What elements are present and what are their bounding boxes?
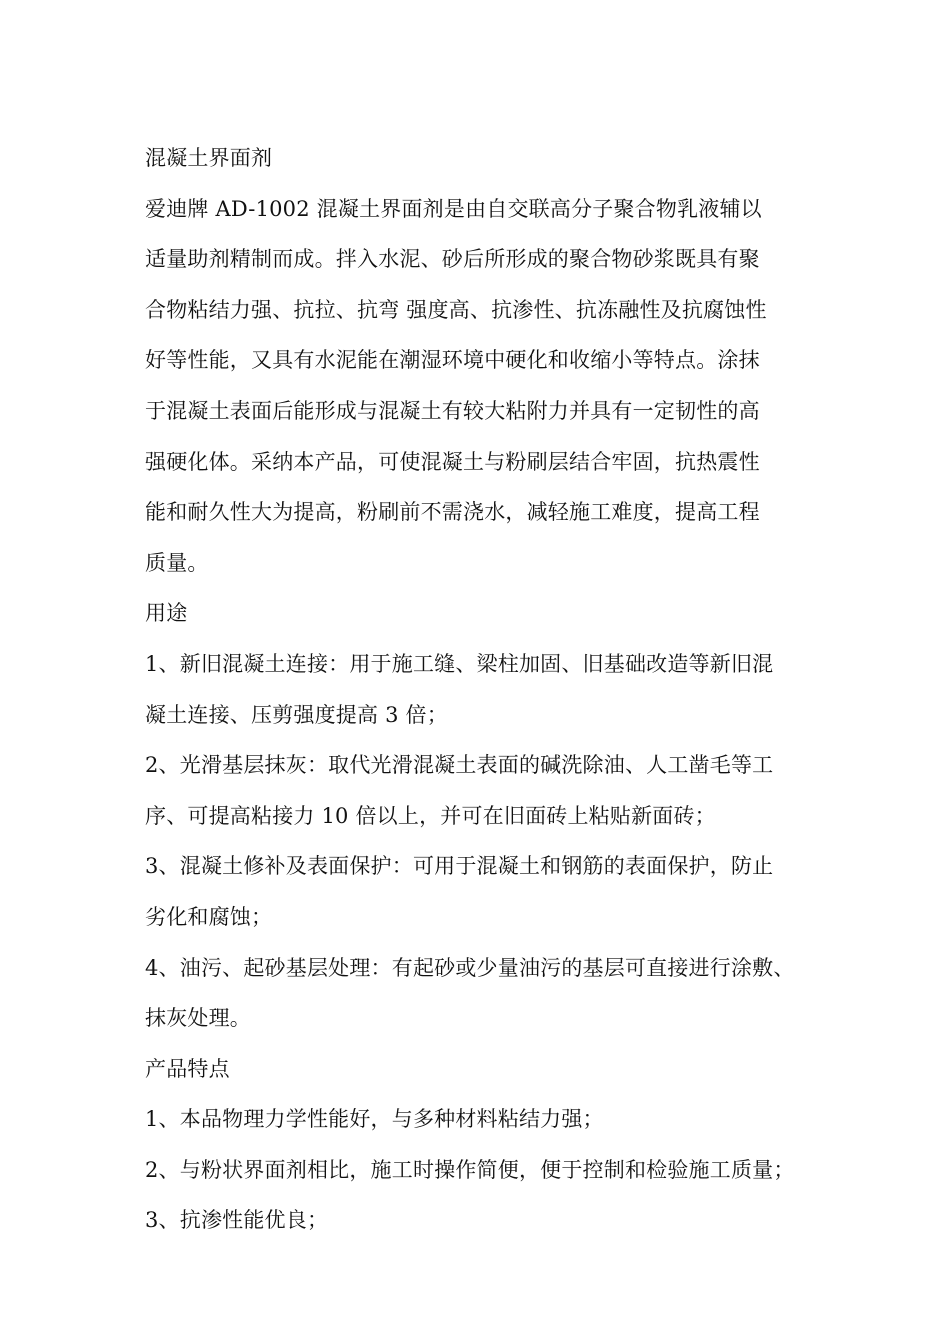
title: 混凝土界面剂 [145,146,273,170]
list-item: 抹灰处理。 [145,1006,251,1031]
list-item: 4、油污、起砂基层处理：有起砂或少量油污的基层可直接进行涂敷、 [145,955,795,980]
list-item: 2、与粉状界面剂相比，施工时操作简便，便于控制和检验施工质量； [145,1157,795,1182]
section-heading-features: 产品特点 [145,1056,230,1081]
paragraph-line: 好等性能，又具有水泥能在潮湿环境中硬化和收缩小等特点。涂抹 [145,348,760,373]
paragraph-line: 能和耐久性大为提高，粉刷前不需浇水，减轻施工难度，提高工程 [145,500,760,525]
list-item: 2、光滑基层抹灰：取代光滑混凝土表面的碱洗除油、人工凿毛等工 [145,753,774,778]
document-body [145,133,825,1246]
list-item: 凝土连接、压剪强度提高 3 倍； [145,702,448,727]
list-item: 序、可提高粘接力 10 倍以上，并可在旧面砖上粘贴新面砖； [145,803,716,828]
list-item: 劣化和腐蚀； [145,904,273,929]
list-item: 3、抗渗性能优良； [145,1208,329,1233]
paragraph-line: 强硬化体。采纳本产品，可使混凝土与粉刷层结合牢固，抗热震性 [145,449,760,474]
paragraph-line: 适量助剂精制而成。拌入水泥、砂后所形成的聚合物砂浆既具有聚 [145,247,760,272]
paragraph-line: 合物粘结力强、抗拉、抗弯 强度高、抗渗性、抗冻融性及抗腐蚀性 [145,297,767,322]
list-item: 1、本品物理力学性能好，与多种材料粘结力强； [145,1107,604,1132]
list-item: 1、新旧混凝土连接：用于施工缝、梁柱加固、旧基础改造等新旧混 [145,651,774,676]
paragraph-line: 于混凝土表面后能形成与混凝土有较大粘附力并具有一定韧性的高 [145,398,760,423]
section-heading-usage: 用途 [145,601,188,626]
paragraph-line: 质量。 [145,550,209,575]
list-item: 3、混凝土修补及表面保护：可用于混凝土和钢筋的表面保护，防止 [145,854,774,879]
paragraph-line: 爱迪牌 AD-1002 混凝土界面剂是由自交联高分子聚合物乳液辅以 [145,196,762,221]
